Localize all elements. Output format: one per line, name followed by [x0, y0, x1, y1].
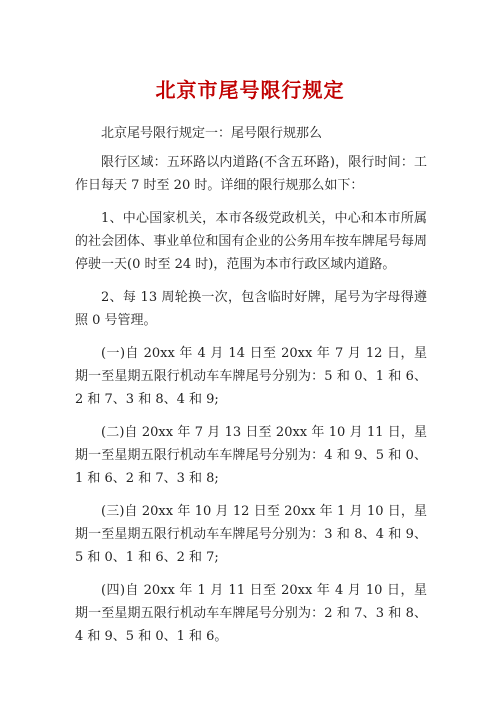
paragraph-period-4: (四)自 20xx 年 1 月 11 日至 20xx 年 4 月 10 日，星期一至星期五限行机动车车牌尾号分别为：2 和 7、3 和 8、4 和 9、5 和 0、1 和 6。 — [75, 583, 427, 644]
paragraph-rule-2: 2、每 13 周轮换一次，包含临时好牌，尾号为字母得遵照 0 号管理。 — [75, 290, 427, 328]
paragraph-intro: 北京尾号限行规定一：尾号限行规那么 — [101, 126, 323, 141]
paragraph-period-1: (一)自 20xx 年 4 月 14 日至 20xx 年 7 月 12 日，星期一至星期五限行机动车车牌尾号分别为：5 和 0、1 和 6、2 和 7、3 和 8、4 和 9; — [75, 346, 427, 407]
paragraph-area-time: 限行区域：五环路以内道路(不含五环路)，限行时间：工作日每天 7 时至 20 时。详细的限行规那么如下： — [75, 155, 427, 193]
paragraph-period-2: (二)自 20xx 年 7 月 13 日至 20xx 年 10 月 11 日，星期一至星期五限行机动车车牌尾号分别为：4 和 9、5 和 0、1 和 6、2 和 7、3 和 8; — [75, 425, 427, 486]
page-title: 北京市尾号限行规定 — [155, 78, 345, 102]
paragraph-period-3: (三)自 20xx 年 10 月 12 日至 20xx 年 1 月 10 日，星期一至星期五限行机动车车牌尾号分别为：3 和 8、4 和 9、5 和 0、1 和 6、2 和 7; — [75, 504, 427, 565]
paragraph-rule-1: 1、中心国家机关，本市各级党政机关，中心和本市所属的社会团体、事业单位和国有企业的公务用车按车牌尾号每周停驶一天(0 时至 24 时)，范围为本市行政区域内道路。 — [75, 211, 427, 272]
document-body — [75, 122, 427, 658]
